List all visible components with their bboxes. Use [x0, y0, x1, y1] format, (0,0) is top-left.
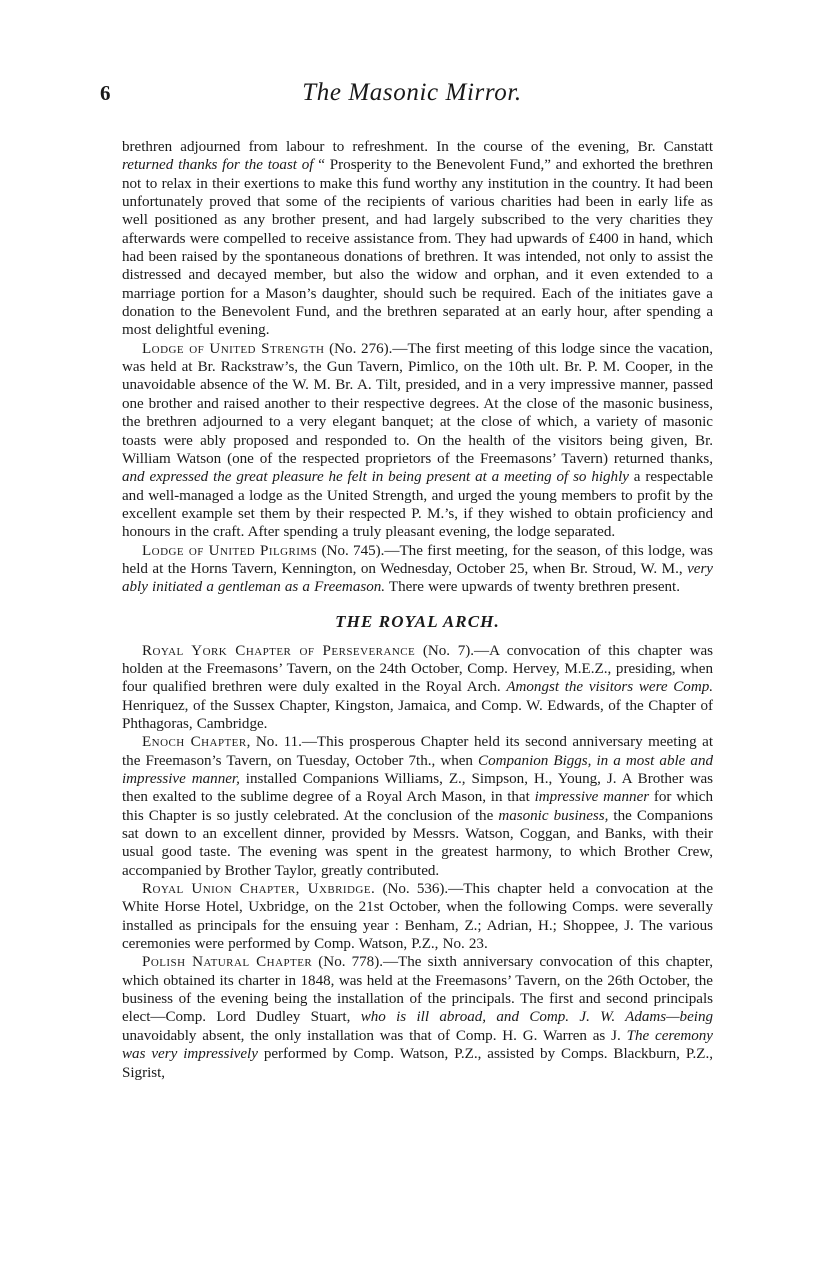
text-run-smallcaps: Royal York Chapter of Perseverance — [142, 642, 416, 659]
text-run-smallcaps: Enoch Chapter — [142, 734, 247, 751]
body-text-block-lower — [122, 642, 713, 1082]
text-run-roman: for which this Chapter is so justly celebrated. At the conclusion of the — [122, 789, 713, 824]
text-run-italic: returned thanks for the toast of — [122, 157, 319, 174]
text-run-roman: “ Prosperity to the Benevolent Fund,” and exhorted the brethren not to relax in their exertions to make this fund worthy any institution in the country. It had been unfortunately proved that some of the recipients of various charities had been in early life as well positioned as any brother present, and had largely subscribed to the very charities they afterwards were compelled to receive assistance from. They had upwards of £400 in hand, which had been raised by the spontaneous donations of brethren. It was intended, not only to assist the distressed and decayed member, but also the widow and orphan, and it even extended to a marriage portion for a Mason’s daughter, should such be required. Each of the initiates gave a donation to the Benevolent Fund, and the brethren separated at an early hour, after spending a most delightful evening. — [122, 157, 713, 339]
text-run-roman: (No. 7).—A convocation of this chapter was holden at the Freemasons’ Tavern, on the 24th October, Comp. Hervey, M.E.Z., presiding, when four qualified brethren were duly exalted in the Royal Arch. — [122, 642, 713, 696]
text-run-roman: There were upwards of twenty brethren present. — [385, 579, 680, 596]
text-run-roman: performed by Comp. Watson, P.Z., assisted by Comps. Blackburn, P.Z., Sigrist, — [122, 1046, 713, 1081]
text-run-italic: The ceremony was very impressively — [122, 1027, 713, 1063]
text-column — [122, 138, 713, 1082]
text-run-smallcaps: Polish Natural Chapter — [142, 954, 313, 971]
page-number: 6 — [100, 81, 111, 105]
text-run-smallcaps: Lodge of United Pilgrims — [142, 542, 318, 559]
text-run-italic: who is ill abroad, and Comp. J. W. Adams—being — [360, 1009, 713, 1026]
text-run-roman: , No. 11.—This prosperous Chapter held its second anniversary meeting at the Freemason’s Tavern, on Tuesday, October 7th., when — [122, 734, 713, 769]
text-run-roman: Henriquez, of the Sussex Chapter, Kingston, Jamaica, and Comp. W. Edwards, of the Chapter of Phthagoras, Cambridge. — [122, 697, 713, 732]
text-run-roman: (No. 276).—The first meeting of this lodge since the vacation, was held at Br. Rackstraw’s, the Gun Tavern, Pimlico, on the 10th ult. Br. P. M. Cooper, in the unavoidable absence of the W. M. Br. A. Tilt, presided, and in a very impressive manner, passed one brother and raised another to their respective degrees. At the close of the masonic business, the brethren adjourned to a very elegant banquet; at the close of which, a variety of masonic toasts were ably proposed and responded to. On the health of the visitors being given, Br. William Watson (one of the respected proprietors of the Freemasons’ Tavern) returned thanks, — [122, 340, 713, 467]
publication-title: The Masonic Mirror. — [302, 79, 522, 106]
paragraph-benevolent-fund — [122, 138, 713, 340]
text-run-roman: installed Companions Williams, Z., Simpson, H., Young, J. A Brother was then exalted to the sublime degree of a Royal Arch Mason, in that — [122, 771, 713, 806]
paragraph-lodge-united-pilgrims — [122, 542, 713, 597]
text-run-roman: (No. 778).—The sixth anniversary convocation of this chapter, which obtained its charter in 1848, was held at the Freemasons’ Tavern, on the 26th October, the business of the evening being the installation of the principals. The first and second principals elect—Comp. Lord Dudley Stuart, — [122, 954, 713, 1026]
text-run-roman: unavoidably absent, the only installation was that of Comp. H. G. Warren as J. — [122, 1027, 627, 1044]
text-run-italic: impressive manner — [534, 789, 650, 806]
running-head — [0, 78, 824, 118]
text-run-italic: masonic business, — [498, 807, 609, 824]
text-run-smallcaps: Royal Union Chapter, Uxbridge. — [142, 881, 376, 898]
paragraph-lodge-united-strength — [122, 340, 713, 542]
paragraph-royal-york-chapter — [122, 642, 713, 734]
text-run-italic: Companion Biggs, in a most able and impressive manner, — [122, 752, 713, 787]
text-run-italic: Amongst the visitors were Comp. — [506, 679, 713, 696]
text-run-smallcaps: Lodge of United Strength — [142, 340, 325, 357]
body-text-block-upper — [122, 138, 713, 597]
paragraph-enoch-chapter — [122, 733, 713, 880]
text-run-roman: (No. 745).—The first meeting, for the season, of this lodge, was held at the Horns Tavern, Kennington, on Wednesday, October 25, when Br. Stroud, W. M., — [122, 542, 713, 577]
text-run-italic: and expressed the great pleasure he felt in being present at a meeting of so highly — [122, 469, 634, 486]
text-run-italic: very ably initiated a gentleman as a Freemason. — [122, 560, 713, 596]
text-run-roman: a respectable and well-managed a lodge as the United Strength, and urged the young members to profit by the excellent example set them by their respected P. M.’s, if they wished to obtain proficiency and honours in the craft. After spending a truly pleasant evening, the lodge separated. — [122, 469, 713, 541]
text-run-roman: the Companions sat down to an excellent dinner, provided by Messrs. Watson, Coggan, and Banks, with their usual good taste. The evening was spent in the greatest harmony, to which Brother Crew, accompanied by Brother Taylor, greatly contributed. — [122, 807, 713, 879]
section-heading: THE ROYAL ARCH. — [335, 611, 500, 631]
paragraph-royal-union-chapter — [122, 880, 713, 953]
paragraph-polish-natural-chapter — [122, 953, 713, 1081]
text-run-roman: Br. Canstatt — [637, 139, 713, 155]
text-run-roman: (No. 536).—This chapter held a convocation at the White Horse Hotel, Uxbridge, on the 21st October, when the following Comps. were severally installed as principals for the ensuing year : Benham, Z.; Adrian, H.; Shoppee, J. The various ceremonies were performed by Comp. Watson, P.Z., No. 23. — [122, 881, 713, 953]
text-run-roman: brethren adjourned from labour to refreshment. In the course of the evening, — [122, 139, 638, 155]
